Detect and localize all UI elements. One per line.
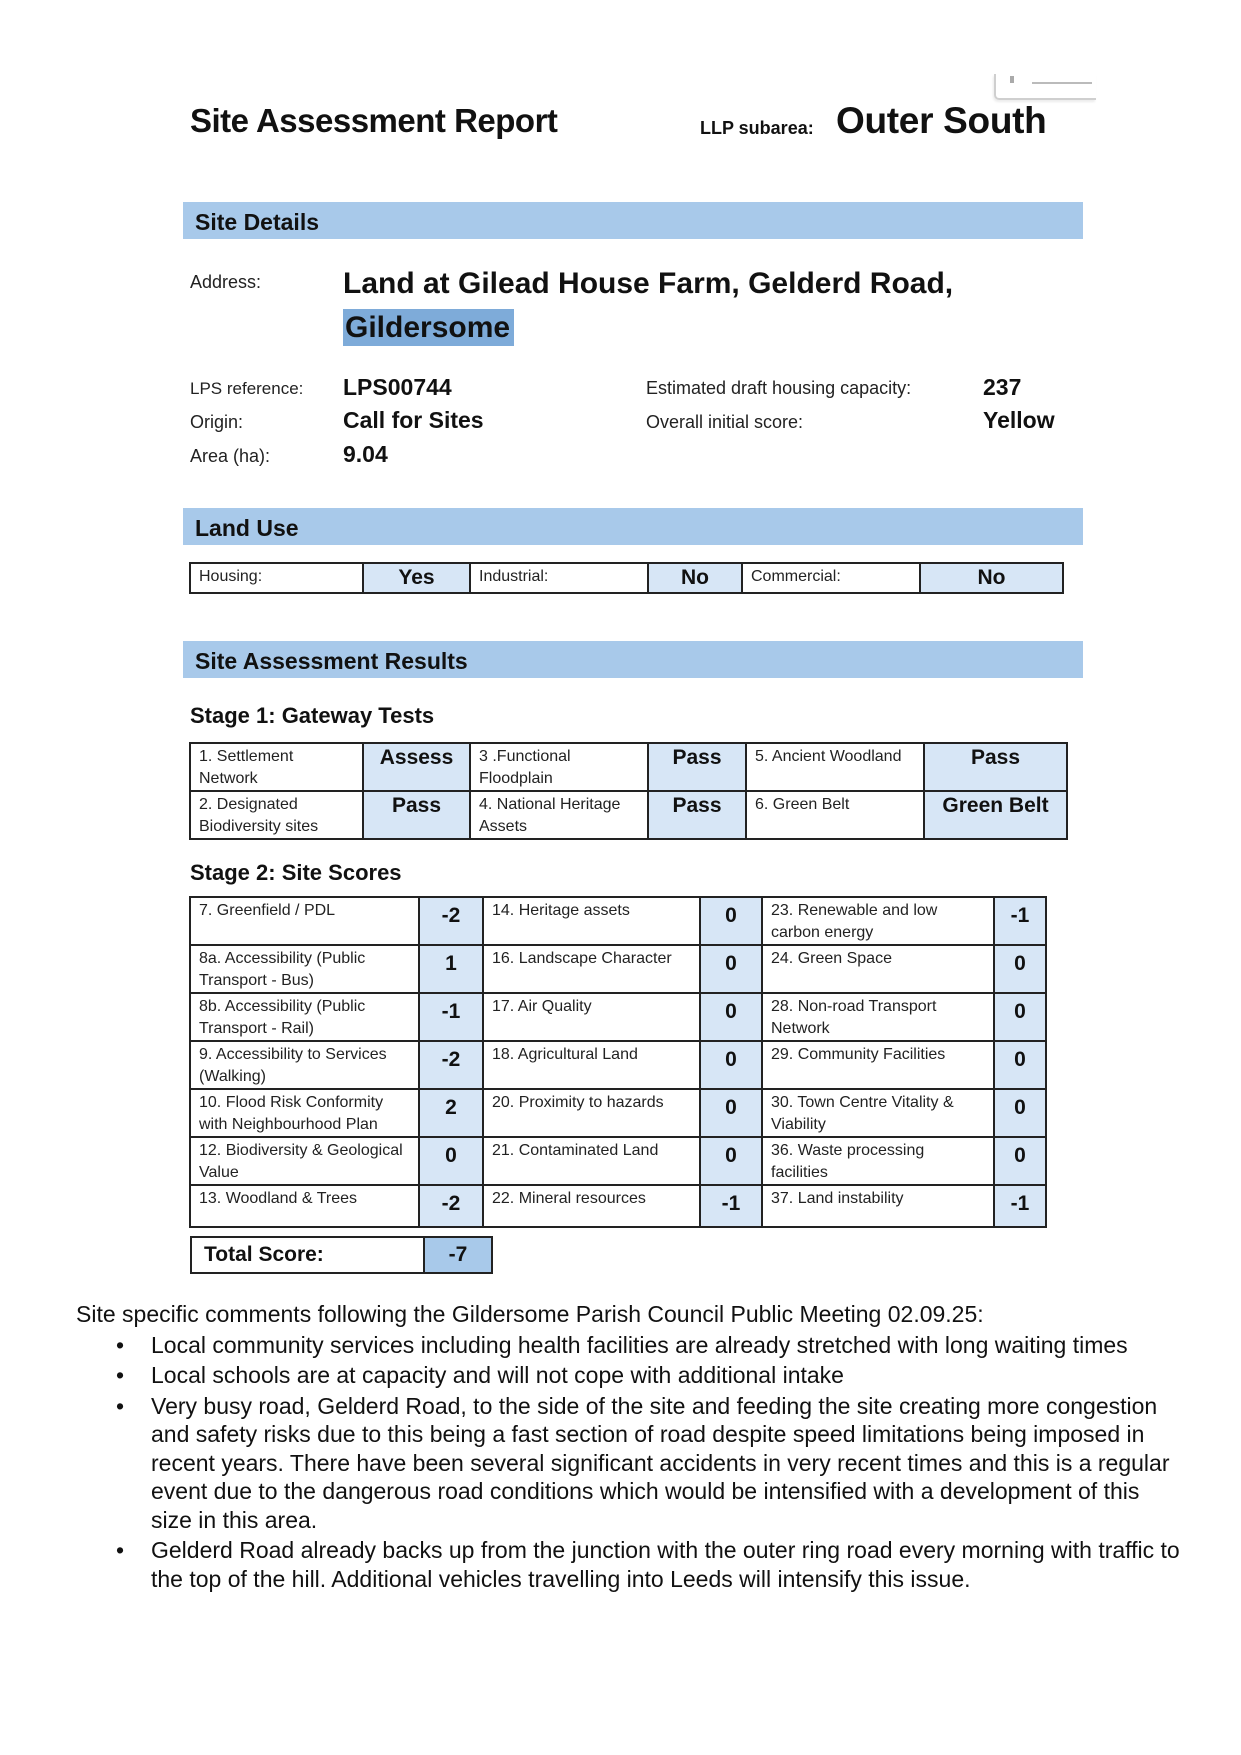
area-value: 9.04 [343,441,388,467]
stage2-row [190,1185,1046,1227]
gateway-test-result: Pass [363,791,470,839]
site-score-value: 0 [700,897,762,945]
land-use-heading: Land Use [195,515,299,541]
site-score-value: 0 [994,1041,1046,1089]
site-score-criterion: 7. Greenfield / PDL [190,897,419,945]
site-score-criterion: 36. Waste processing facilities [762,1137,994,1185]
capacity-label: Estimated draft housing capacity: [646,378,912,398]
comment-text: Gelderd Road already backs up from the junction with the outer ring road every morning with traffic to the top of the hill. Additional vehicles travelling into Leeds will intensify this issue. [151,1537,1180,1592]
land-use-label: Industrial: [470,563,648,593]
lps-reference-label: LPS reference: [190,379,304,398]
gateway-test-label: 2. Designated Biodiversity sites [190,791,363,839]
comment-item [76,1392,1186,1535]
site-score-criterion: 13. Woodland & Trees [190,1185,419,1227]
site-score-value: 1 [419,945,483,993]
site-score-criterion: 22. Mineral resources [483,1185,700,1227]
capacity-value: 237 [983,374,1022,400]
area-label: Area (ha): [190,446,271,466]
results-heading-band [183,641,1083,678]
site-score-criterion: 8b. Accessibility (Public Transport - Rail) [190,993,419,1041]
site-score-value: 0 [994,1089,1046,1137]
site-comments [76,1300,1186,1595]
gateway-test-result: Green Belt [924,791,1067,839]
site-score-criterion: 28. Non-road Transport Network [762,993,994,1041]
gateway-test-label: 6. Green Belt [746,791,924,839]
stage1-gateway-table [189,742,1068,840]
total-score-row [191,1237,492,1273]
stage1-row [190,791,1067,839]
site-score-value: -2 [419,1041,483,1089]
stage2-row [190,1089,1046,1137]
comment-item [76,1536,1186,1593]
site-score-value: 0 [994,1137,1046,1185]
address-line-2-highlighted: Gildersome [343,309,514,346]
stage1-row [190,743,1067,791]
land-use-value: No [648,563,742,593]
site-score-value: 0 [419,1137,483,1185]
bullet-icon: • [116,1537,125,1563]
address-value [343,262,1043,350]
site-score-value: 0 [700,1089,762,1137]
gateway-test-label: 3 .Functional Floodplain [470,743,648,791]
bullet-icon: • [116,1362,125,1388]
site-score-value: -1 [994,1185,1046,1227]
site-details-heading: Site Details [195,209,319,235]
site-score-criterion: 16. Landscape Character [483,945,700,993]
gateway-test-label: 4. National Heritage Assets [470,791,648,839]
comments-list [76,1331,1186,1594]
land-use-table [189,562,1064,594]
gateway-test-result: Pass [924,743,1067,791]
total-score-table [190,1236,493,1274]
stage2-row [190,945,1046,993]
gateway-test-label: 1. Settlement Network [190,743,363,791]
stage1-title: Stage 1: Gateway Tests [190,703,435,728]
site-score-criterion: 9. Accessibility to Services (Walking) [190,1041,419,1089]
site-score-criterion: 24. Green Space [762,945,994,993]
site-score-value: 2 [419,1089,483,1137]
site-score-criterion: 37. Land instability [762,1185,994,1227]
site-score-criterion: 30. Town Centre Vitality & Viability [762,1089,994,1137]
site-score-value: 0 [700,1137,762,1185]
comments-intro: Site specific comments following the Gildersome Parish Council Public Meeting 02.09.25: [76,1301,984,1327]
subarea-value: Outer South [836,100,1047,141]
stage2-row [190,897,1046,945]
overall-score-label: Overall initial score: [646,412,804,432]
site-score-criterion: 10. Flood Risk Conformity with Neighbourhood Plan [190,1089,419,1137]
gateway-test-result: Assess [363,743,470,791]
stage2-scores-table [189,896,1047,1228]
total-score-label: Total Score: [191,1237,424,1273]
address-label: Address: [190,272,262,292]
site-score-value: 0 [700,1041,762,1089]
origin-label: Origin: [190,412,244,432]
gateway-test-label: 5. Ancient Woodland [746,743,924,791]
stage2-title: Stage 2: Site Scores [190,860,402,885]
site-score-criterion: 17. Air Quality [483,993,700,1041]
bullet-icon: • [116,1331,125,1358]
site-score-criterion: 29. Community Facilities [762,1041,994,1089]
site-score-criterion: 14. Heritage assets [483,897,700,945]
artifact-tick [1010,76,1014,83]
overall-score-value: Yellow [983,407,1055,433]
stage2-row [190,1041,1046,1089]
land-use-value: Yes [363,563,470,593]
site-score-value: 0 [994,945,1046,993]
comment-text: Very busy road, Gelderd Road, to the side of the site and feeding the site creating more congestion and safety risks due to this being a fast section of road despite speed limitations being imposed in recent years. There have been several significant accidents in very recent times and this is a regular event due to the dangerous road conditions which would be intensified with a development of this size in this area. [151,1392,1170,1533]
comment-item [76,1361,1186,1390]
site-score-value: -2 [419,897,483,945]
site-score-criterion: 20. Proximity to hazards [483,1089,700,1137]
address-line-1: Land at Gilead House Farm, Gelderd Road, [343,267,954,300]
site-score-value: -1 [994,897,1046,945]
report-title: Site Assessment Report [190,102,558,139]
total-score-value: -7 [424,1237,492,1273]
bullet-icon: • [116,1392,125,1419]
land-use-heading-band [183,508,1083,545]
stage2-row [190,993,1046,1041]
land-use-row [190,563,1063,593]
gateway-test-result: Pass [648,791,746,839]
site-score-value: -1 [700,1185,762,1227]
stage2-row [190,1137,1046,1185]
land-use-label: Commercial: [742,563,920,593]
artifact-line [1032,82,1092,84]
site-score-value: 0 [700,993,762,1041]
site-score-value: 0 [700,945,762,993]
site-score-criterion: 8a. Accessibility (Public Transport - Bus) [190,945,419,993]
lps-reference-value: LPS00744 [343,374,452,400]
land-use-value: No [920,563,1063,593]
site-details-heading-band [183,202,1083,239]
site-score-value: 0 [994,993,1046,1041]
site-score-criterion: 23. Renewable and low carbon energy [762,897,994,945]
site-score-criterion: 21. Contaminated Land [483,1137,700,1185]
results-heading: Site Assessment Results [195,648,468,674]
page-corner-artifact [994,74,1096,100]
gateway-test-result: Pass [648,743,746,791]
site-score-criterion: 12. Biodiversity & Geological Value [190,1137,419,1185]
land-use-label: Housing: [190,563,363,593]
site-score-criterion: 18. Agricultural Land [483,1041,700,1089]
comment-text: Local community services including health facilities are already stretched with long waiting times [151,1331,1128,1358]
site-score-value: -1 [419,993,483,1041]
comment-item [76,1331,1186,1360]
site-score-value: -2 [419,1185,483,1227]
origin-value: Call for Sites [343,407,484,433]
subarea-label: LLP subarea: [700,118,814,138]
comment-text: Local schools are at capacity and will not cope with additional intake [151,1362,844,1388]
